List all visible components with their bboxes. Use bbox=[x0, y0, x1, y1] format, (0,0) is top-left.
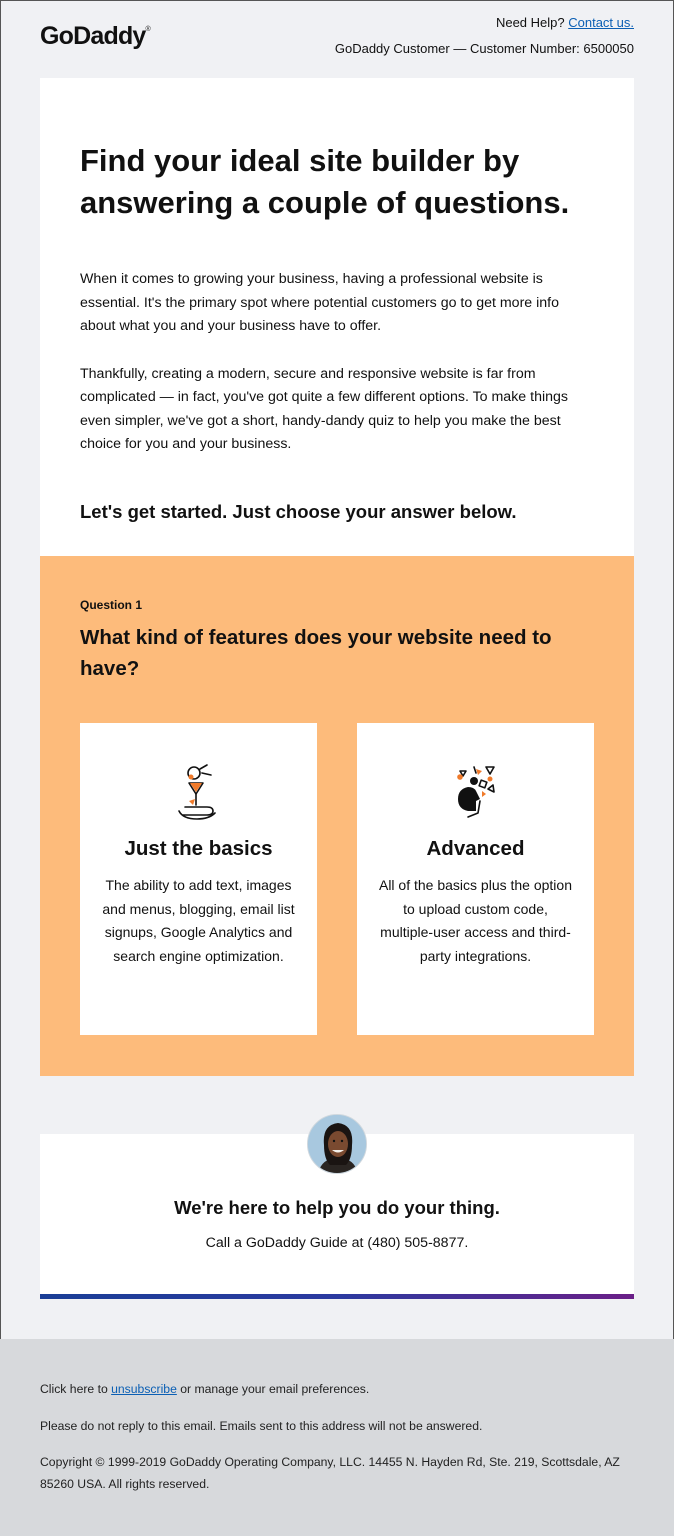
hand-with-objects-icon bbox=[169, 761, 229, 825]
option-title: Advanced bbox=[426, 837, 525, 860]
noreply-notice: Please do not reply to this email. Emails sent to this address will not be answered. bbox=[40, 1419, 483, 1433]
intro-paragraph-1: When it comes to growing your business, having a professional website is essential. It's the primary spot where potential customers go to get more info about what you and your business have to offer. bbox=[80, 271, 560, 334]
answer-options bbox=[80, 723, 594, 1035]
copyright-notice: Copyright © 1999-2019 GoDaddy Operating Company, LLC. 14455 N. Hayden Rd, Ste. 219, Scottsdale, AZ 85260 USA. All rights reserved. bbox=[40, 1455, 620, 1491]
option-description: All of the basics plus the option to upload custom code, multiple-user access and third-party integrations. bbox=[378, 877, 572, 964]
email-footer bbox=[0, 1339, 674, 1536]
unsubscribe-link[interactable]: unsubscribe bbox=[111, 1382, 177, 1396]
unsub-suffix: or manage your email preferences. bbox=[180, 1382, 370, 1396]
gradient-divider bbox=[40, 1294, 634, 1299]
help-title: We're here to help you do your thing. bbox=[174, 1197, 500, 1218]
question-text: What kind of features does your website need to have? bbox=[80, 626, 552, 680]
page-title: Find your ideal site builder by answering a couple of questions. bbox=[80, 143, 570, 220]
help-line bbox=[496, 15, 634, 30]
quiz-section bbox=[40, 556, 634, 1076]
cta-heading: Let's get started. Just choose your answer below. bbox=[80, 500, 517, 522]
main-card bbox=[40, 78, 634, 1076]
head-with-shapes-icon bbox=[446, 761, 506, 825]
option-advanced[interactable] bbox=[357, 723, 594, 1035]
option-title: Just the basics bbox=[124, 837, 273, 860]
guide-avatar bbox=[307, 1114, 367, 1174]
unsub-prefix: Click here to bbox=[40, 1382, 108, 1396]
help-prefix: Need Help? bbox=[495, 15, 565, 30]
intro-section bbox=[40, 78, 634, 556]
question-number: Question 1 bbox=[80, 598, 143, 612]
option-description: The ability to add text, images and menus, blogging, email list signups, Google Analytics and search engine optimization. bbox=[102, 877, 295, 964]
option-just-the-basics[interactable] bbox=[80, 723, 317, 1035]
godaddy-logo[interactable]: GoDaddy® bbox=[40, 22, 150, 50]
customer-number: GoDaddy Customer — Customer Number: 6500050 bbox=[334, 41, 634, 56]
help-phone[interactable]: Call a GoDaddy Guide at (480) 505-8877. bbox=[205, 1235, 469, 1251]
intro-paragraph-2: Thankfully, creating a modern, secure and responsive website is far from complicated — in fact, you've got quite a few different options. To make things even simpler, we've got a short, handy-dandy quiz to help you make the best choice for you and your business. bbox=[80, 365, 568, 452]
help-card bbox=[40, 1134, 634, 1299]
unsubscribe-line bbox=[40, 1378, 620, 1400]
contact-us-link[interactable]: Contact us. bbox=[568, 15, 634, 30]
email-header bbox=[40, 0, 634, 78]
